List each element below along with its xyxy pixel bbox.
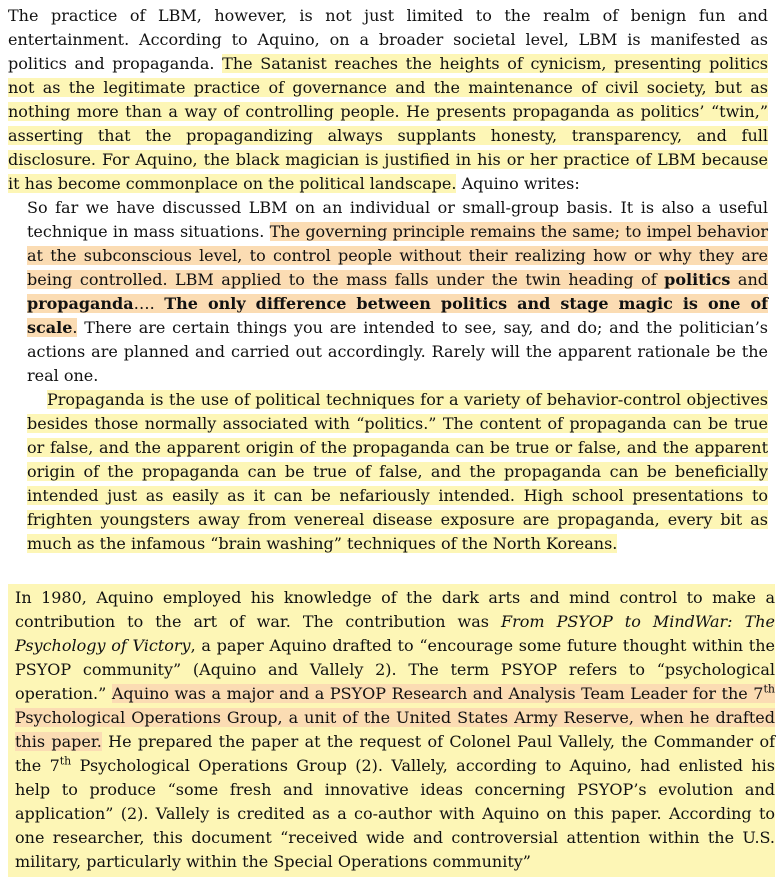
block-quote-propaganda <box>27 388 768 556</box>
q1-ellipsis: …. <box>133 294 165 313</box>
p2-text-3: The term PSYOP refers to “psychological operation.” <box>15 660 776 703</box>
q1-text: So far we have discussed LBM on an individual or small-group basis. It is also a useful technique in mass situations. <box>27 198 768 241</box>
q2-highlight: Propaganda is the use of political techniques for a variety of behavior-control objectives besides those normally associated with “politics.” The content of propaganda can be true or false, and the apparent origin of the propaganda can be true or false, and the apparent origin of the propaganda can be true of false, and the propaganda can be beneficially intended just as easily as it can be nefariously intended. High school presentations to frighten youngsters away from venereal disease exposure are propaganda, every bit as much as the infamous “brain washing” techniques of the North Koreans. <box>27 390 768 553</box>
paragraph-lbm-politics <box>8 4 768 196</box>
p2-text-4: He prepared the paper at the request of Colonel Paul Vallely, the Commander of the 7 <box>15 732 775 775</box>
p1-tail: Aquino writes: <box>456 174 580 193</box>
q1-tail: There are certain things you are intended to see, say, and do; and the politician’s actions are planned and carried out accordingly. Rarely will the apparent rationale be the real one. <box>27 318 768 385</box>
p1-highlight: The Satanist reaches the heights of cynicism, presenting politics not as the legitimate practice of governance and the maintenance of civil society, but as nothing more than a way of controlling people. He presents propaganda as politics’ “twin,” asserting that the propagandizing always supplants honesty, transparency, and full disclosure. For Aquino, the black magician is justified in his or her practice of LBM because it has become commonplace on the political landscape. <box>8 54 768 193</box>
q1-bold-politics: politics <box>664 270 731 289</box>
q1-period: . <box>72 318 78 337</box>
p2-orange-text: Aquino was a major and a PSYOP Research and Analysis Team Leader for the 7 <box>111 684 764 703</box>
p2-orange-text-2: Psychological Operations Group, a unit of the United States Army Reserve, when he drafted this paper. <box>15 708 775 751</box>
p2-text-2: , a paper Aquino drafted to “encourage some future thought within the PSYOP community” (Aquino and Vallely 2). <box>15 636 775 679</box>
p2-title-italic: From PSYOP to MindWar: The Psychology of Victory <box>15 612 776 655</box>
p2-sup-th-2: th <box>59 754 72 768</box>
q1-and: and <box>730 270 769 289</box>
p2-text: In 1980, Aquino employed his knowledge of the dark arts and mind control to make a contribution to the art of war. The contribution was <box>15 588 775 631</box>
q1-bold-stage-magic: The only difference between politics and stage magic is one of scale <box>27 294 769 337</box>
block-quote-lbm-mass <box>27 196 768 388</box>
paragraph-mindwar <box>15 586 775 874</box>
p1-text: The practice of LBM, however, is not just limited to the realm of benign fun and entertainment. According to Aquino, on a broader societal level, LBM is manifested as politics and propaganda. <box>8 6 768 73</box>
q1-bold-propaganda: propaganda <box>27 294 134 313</box>
p2-sup-th: th <box>763 682 776 696</box>
q1-highlight: The governing principle remains the same; to impel behavior at the subconscious level, to control people without their realizing how or why they are being controlled. LBM applied to the mass falls under the twin heading of <box>27 222 769 289</box>
p2-text-5: Psychological Operations Group (2). Vallely, according to Aquino, had enlisted his help to produce “some fresh and innovative ideas concerning PSYOP’s evolution and application” (2). Vallely is credited as a co-author with Aquino on this paper. According to one researcher, this document “received wide and controversial attention within the U.S. military, particularly within the Special Operations community” <box>15 756 776 871</box>
